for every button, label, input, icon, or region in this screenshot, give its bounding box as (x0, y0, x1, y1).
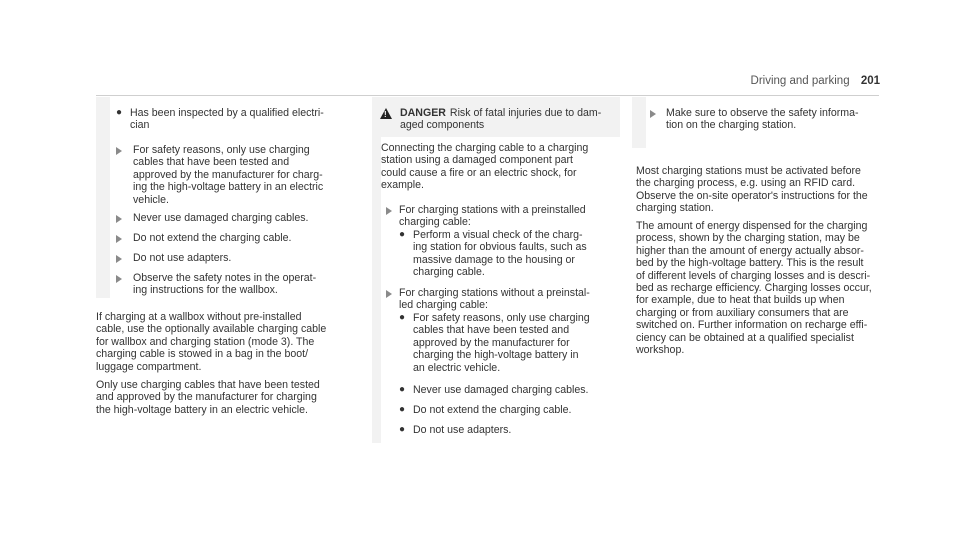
list-item: Observe the safety notes in the operat- ing instructions for the wallbox. (133, 272, 317, 297)
arrow-icon (116, 215, 122, 223)
arrow-icon (116, 235, 122, 243)
list-item: For charging stations without a preinstal- led charging cable: (399, 287, 590, 312)
paragraph: Only use charging cables that have been tested and approved by the manufacturer for charging the high-voltage battery in an electric vehicle. (96, 379, 320, 416)
safety-box-left (96, 97, 349, 298)
bullet-dot: ● (399, 404, 406, 415)
arrow-icon (116, 147, 122, 155)
list-item: ● Perform a visual check of the charg- ing station for obvious faults, such as massive damage to the housing or charging cable. (399, 229, 587, 279)
arrow-icon (386, 290, 392, 298)
bullet-dot: ● (399, 312, 406, 323)
bullet-dot: ● (399, 384, 406, 395)
safety-box-left-content (110, 97, 349, 298)
list-item: ● Do not extend the charging cable. (399, 404, 572, 416)
danger-intro: Connecting the charging cable to a charging station using a damaged component part could cause a fire or an electric shock, for example. (381, 142, 589, 192)
list-item: ● For safety reasons, only use charging cables that have been tested and approved by the manufacturer for charging the high-voltage battery in an electric vehicle. (399, 312, 590, 374)
warning-triangle-icon (380, 108, 392, 119)
bullet-dot: ● (116, 107, 123, 118)
list-item: For charging stations with a preinstalled charging cable: (399, 204, 586, 229)
arrow-icon (386, 207, 392, 215)
page-number: 201 (860, 75, 880, 87)
arrow-icon (650, 110, 656, 118)
list-item: ● Never use damaged charging cables. (399, 384, 589, 396)
paragraph: Most charging stations must be activated before the charging process, e.g. using an RFID card. Observe the on-site operator's instructions for the charging station. (636, 165, 868, 215)
page-header (751, 75, 880, 87)
list-item: Never use damaged charging cables. (133, 212, 309, 224)
safety-box-right (632, 97, 881, 148)
danger-header (380, 107, 601, 132)
list-item: ● Do not use adapters. (399, 424, 512, 436)
list-item: ● Has been inspected by a qualified electri- cian (116, 107, 324, 132)
list-item: Do not use adapters. (133, 252, 232, 264)
list-item: Make sure to observe the safety informa- tion on the charging station. (666, 107, 859, 132)
paragraph: The amount of energy dispensed for the charging process, shown by the charging station, may be higher than the amount of energy actually absor- bed by the high-voltage battery. This is the result of different levels of charging losses and is descri- bed as recharge efficiency. Charging losses occur, for example, due to heat that builds up when charging or from auxiliary consumers that are switched on. Further information on recharge effi- ciency can be obtained at a qualified specialist workshop. (636, 220, 872, 357)
danger-box-content (381, 137, 620, 443)
header-divider (96, 95, 879, 96)
bullet-dot: ● (399, 424, 406, 435)
list-item: Do not extend the charging cable. (133, 232, 292, 244)
bullet-dot: ● (399, 229, 406, 240)
arrow-icon (116, 255, 122, 263)
danger-box (372, 97, 620, 443)
paragraph: If charging at a wallbox without pre-installed cable, use the optionally available charging cable for wallbox and charging station (mode 3). The charging cable is stowed in a bag in the boot/ luggage compartment. (96, 311, 327, 373)
list-item: For safety reasons, only use charging cables that have been tested and approved by the manufacturer for charg- ing the high-voltage battery in an electric vehicle. (133, 144, 324, 206)
danger-title: Risk of fatal injuries due to dam- aged components (400, 107, 602, 132)
arrow-icon (116, 275, 122, 283)
safety-box-right-content (646, 97, 881, 148)
section-title: Driving and parking (750, 75, 850, 87)
danger-label: DANGER (400, 107, 446, 119)
